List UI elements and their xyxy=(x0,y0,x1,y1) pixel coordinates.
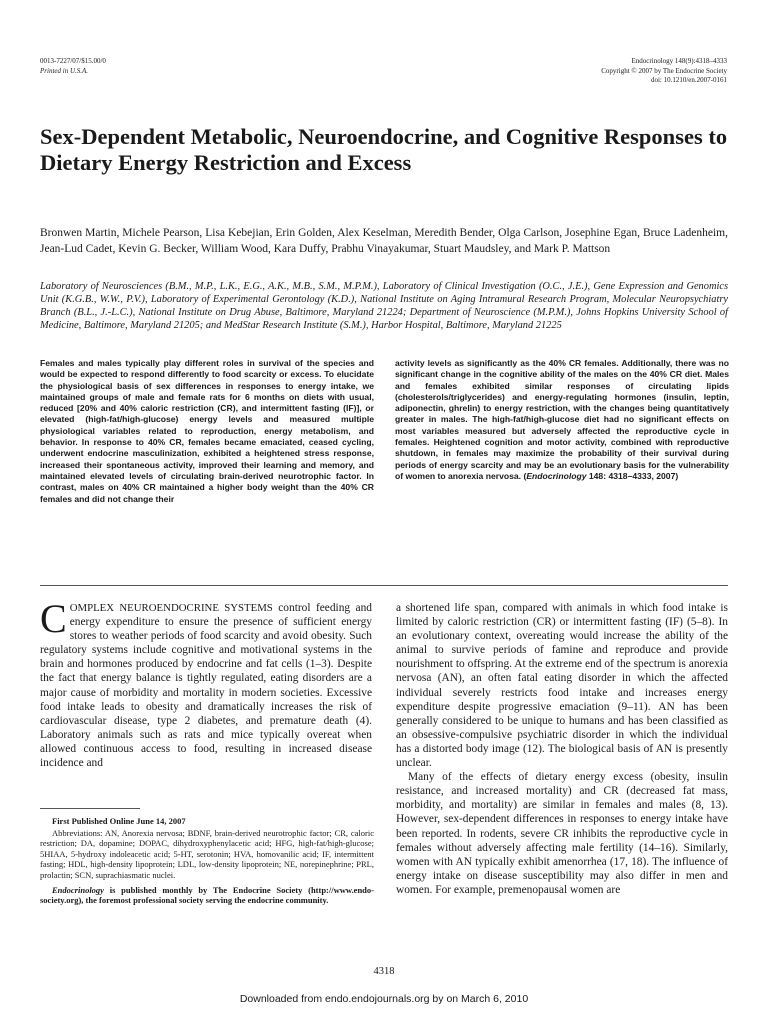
first-published-note: First Published Online June 14, 2007 xyxy=(52,816,186,826)
publisher-journal-name: Endocrinology xyxy=(52,884,104,895)
page-number: 4318 xyxy=(373,966,395,977)
body-right-column xyxy=(396,601,728,897)
opening-smallcaps: OMPLEX NEUROENDOCRINE SYSTEMS xyxy=(69,602,273,614)
footnote-divider xyxy=(40,808,140,809)
printed-in: Printed in U.S.A. xyxy=(40,66,89,75)
body-text: control feeding and energy expenditure to ensure the presence of sufficient energy stores to weather periods of food scarcity and avoid obesity. Such regulatory systems include cognitive and motivational systems in the brain and hormones produced by endocrine and fat cells (1–3). Despite the fact that energy balance is tightly regulated, eating disorders are a major cause of morbidity and mortality in modern societies. Excessive food intake leads to obesity and dramatically increases the risk of cardiovascular disease, type 2 diabetes, and premature death (4). Laboratory animals such as rats and mice typically overeat when allowed continuous access to food, resulting in increased disease incidence and xyxy=(40,602,372,770)
footnotes xyxy=(40,816,374,906)
abstract-left-column: Females and males typically play different roles in survival of the species and would be expected to respond differently to food scarcity or excess. To elucidate the physiological basis of sex differences in responses to energy intake, we maintained groups of male and female rats for 6 months on diets with usual, reduced [20% and 40% caloric restriction (CR), and intermittent fasting (IF)], or elevated (high-fat/high-glucose) energy levels and measured multiple physiological variables related to reproduction, energy metabolism, and behavior. In response to 40% CR, females became emaciated, ceased cycling, underwent endocrine masculinization, exhibited a heightened stress response, increased their spontaneous activity, improved their learning and memory, and maintained elevated levels of circulating brain-derived neurotrophic factor. In contrast, males on 40% CR maintained a higher body weight than the 40% CR females and did not change their xyxy=(40,358,374,504)
abstract-journal-name: Endocrinology xyxy=(526,470,587,481)
header-right xyxy=(601,57,727,86)
journal-citation: Endocrinology 148(9):4318–4333 xyxy=(631,57,727,65)
publisher-note xyxy=(40,885,374,906)
body-paragraph: Many of the effects of dietary energy excess (obesity, insulin resistance, and increased mortality) and CR (decreased fat mass, morbidity, and mortality) are similar in females and males (8, 13). However, sex-dependent differences in responses to energy intake have been reported. In rodents, severe CR inhibits the reproductive cycle in females without adversely affecting male fertility (14–16). Similarly, women with AN typically exhibit amenorrhea (17, 18). The influence of energy intake on disease susceptibility may also differ in men and women. For example, premenopausal women are xyxy=(396,771,728,896)
article-title: Sex-Dependent Metabolic, Neuroendocrine, and Cognitive Responses to Dietary Energy Restriction and Excess xyxy=(40,124,728,175)
abstract-right-text: activity levels as significantly as the 40% CR females. Additionally, there was no significant change in the cognitive ability of the males on the 40% CR diet. Males and females exhibited similar responses of circulating lipids (cholesterols/triglycerides) and energy-regulating hormones (insulin, leptin, adiponectin, ghrelin) to energy restriction, with the changes being quantitatively greater in males. The high-fat/high-glucose diet had no significant effects on most variables measured but adversely affected the reproductive cycle in females. Heightened cognition and motor activity, combined with reproductive shutdown, in females may maximize the probability of their survival during periods of energy scarcity and may be an evolutionary basis for the vulnerability of women to anorexia nervosa. ( xyxy=(395,358,729,481)
body-left-column xyxy=(40,596,372,770)
body-paragraph xyxy=(40,596,372,770)
abstract-right-column xyxy=(395,358,729,482)
header-left xyxy=(40,57,106,76)
drop-cap: C xyxy=(40,596,67,641)
publisher-text: is published monthly by The Endocrine Society (http://www.endo-society.org), the foremost professional society serving the endocrine community. xyxy=(40,884,374,906)
affiliations: Laboratory of Neurosciences (B.M., M.P., L.K., E.G., A.K., M.B., S.M., M.P.M.), Laboratory of Clinical Investigation (O.C., J.E.), Gene Expression and Genomics Unit (K.G.B., W.W., P.V.), Laboratory of Experimental Gerontology (K.D.), National Institute on Aging Intramural Research Program, Molecular Neuropsychiatry Branch (B.L., J.-L.C.), National Institute on Drug Abuse, Baltimore, Maryland 21224; Department of Neuroscience (M.P.M.), Johns Hopkins University School of Medicine, Baltimore, Maryland 21205; and MedStar Research Institute (S.M.), Harbor Hospital, Baltimore, Maryland 21225 xyxy=(40,281,728,331)
abstract-divider xyxy=(40,585,728,586)
body-paragraph: a shortened life span, compared with animals in which food intake is limited by caloric restriction (CR) or intermittent fasting (IF) (5–8). In an evolutionary context, overeating would increase the ability of the animal to survive periods of famine and reproduce and provide nourishment to offspring. At the extreme end of the spectrum is anorexia nervosa (AN), an often fatal eating disorder in which the affected individual severely restricts food intake and increases energy expenditure despite progressive emaciation (9–11). AN has been generally considered to be unique to humans and has been classified as an obsessive-compulsive psychiatric disorder in which the individual has a distorted body image (12). The biological basis of AN is presently unclear. xyxy=(396,602,728,770)
copyright: Copyright © 2007 by The Endocrine Society xyxy=(601,66,727,75)
abbreviations-note: Abbreviations: AN, Anorexia nervosa; BDNF, brain-derived neurotrophic factor; CR, caloric restriction; DA, dopamine; DOPAC, dihydroxyphenylacetic acid; HFG, high-fat/high-glucose; 5HIAA, 5-hydroxy indoleacetic acid; 5-HT, serotonin; HVA, homovanilic acid; IF, intermittent fasting; HDL, high-density lipoprotein; LDL, low-density lipoprotein; NE, norepinephrine; PRL, prolactin; SCN, suprachiasmatic nuclei. xyxy=(40,827,374,880)
abstract-citation: 148: 4318–4333, 2007) xyxy=(586,470,679,481)
issn-price: 0013-7227/07/$15.00/0 xyxy=(40,57,106,65)
download-notice: Downloaded from endo.endojournals.org by on March 6, 2010 xyxy=(239,993,529,1005)
doi: doi: 10.1210/en.2007-0161 xyxy=(650,76,727,84)
author-list: Bronwen Martin, Michele Pearson, Lisa Kebejian, Erin Golden, Alex Keselman, Meredith Bender, Olga Carlson, Josephine Egan, Bruce Ladenheim, Jean-Lud Cadet, Kevin G. Becker, William Wood, Kara Duffy, Prabhu Vinayakumar, Stuart Maudsley, and Mark P. Mattson xyxy=(40,227,728,255)
